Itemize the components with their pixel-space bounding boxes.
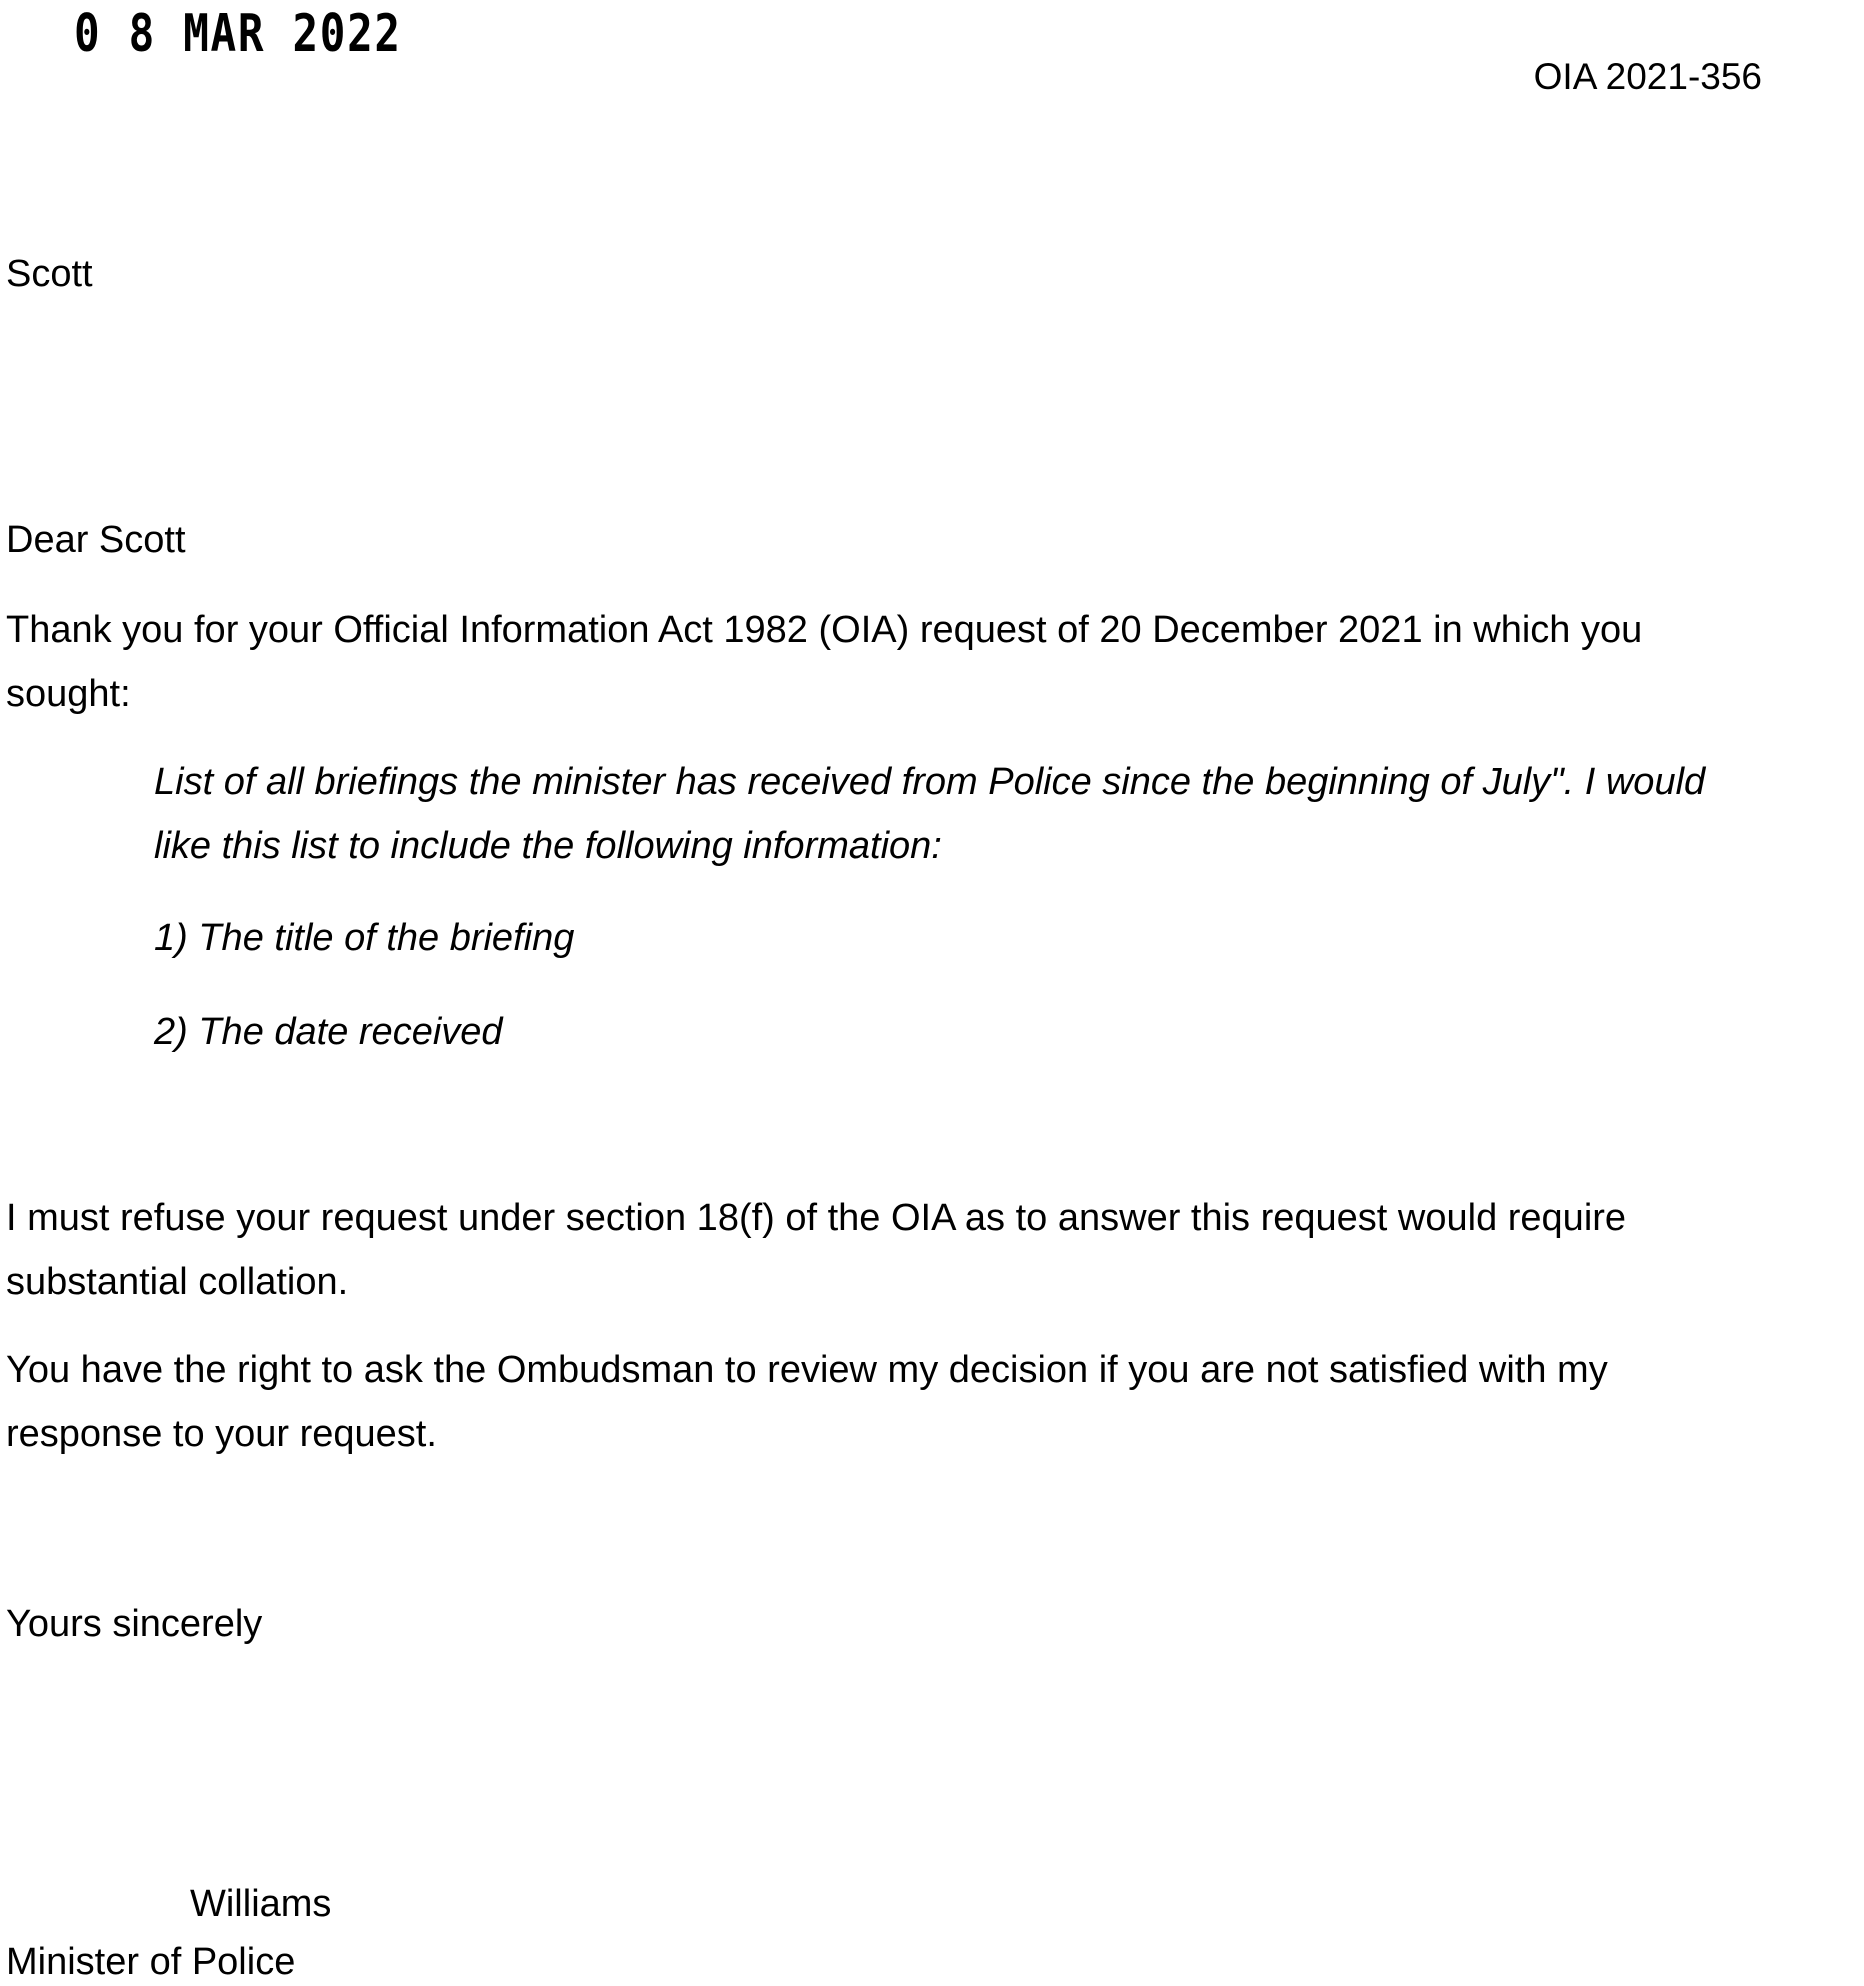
intro-line-1: Thank you for your Official Information Act 1982 (OIA) request of 20 December 2021 in which you bbox=[6, 609, 1643, 651]
rights-line-1: You have the right to ask the Ombudsman to review my decision if you are not satisfied with my bbox=[6, 1349, 1608, 1391]
intro-line-2: sought: bbox=[6, 673, 131, 715]
quote-item-2: 2) The date received bbox=[154, 1011, 503, 1053]
refusal-line-2: substantial collation. bbox=[6, 1261, 349, 1303]
signatory-name: Williams bbox=[190, 1883, 332, 1925]
salutation: Dear Scott bbox=[6, 519, 186, 561]
reference-number: OIA 2021-356 bbox=[1533, 56, 1762, 97]
quote-line-1: List of all briefings the minister has received from Police since the beginning of July". I would bbox=[154, 761, 1706, 803]
quote-item-1: 1) The title of the briefing bbox=[154, 917, 575, 959]
rights-line-2: response to your request. bbox=[6, 1413, 437, 1455]
refusal-line-1: I must refuse your request under section 18(f) of the OIA as to answer this request would require bbox=[6, 1197, 1627, 1239]
closing: Yours sincerely bbox=[6, 1603, 263, 1645]
quote-line-2: like this list to include the following information: bbox=[154, 825, 942, 867]
date-stamp: 0 8 MAR 2022 bbox=[74, 4, 402, 64]
recipient-name: Scott bbox=[6, 253, 93, 295]
signatory-title: Minister of Police bbox=[6, 1941, 296, 1983]
